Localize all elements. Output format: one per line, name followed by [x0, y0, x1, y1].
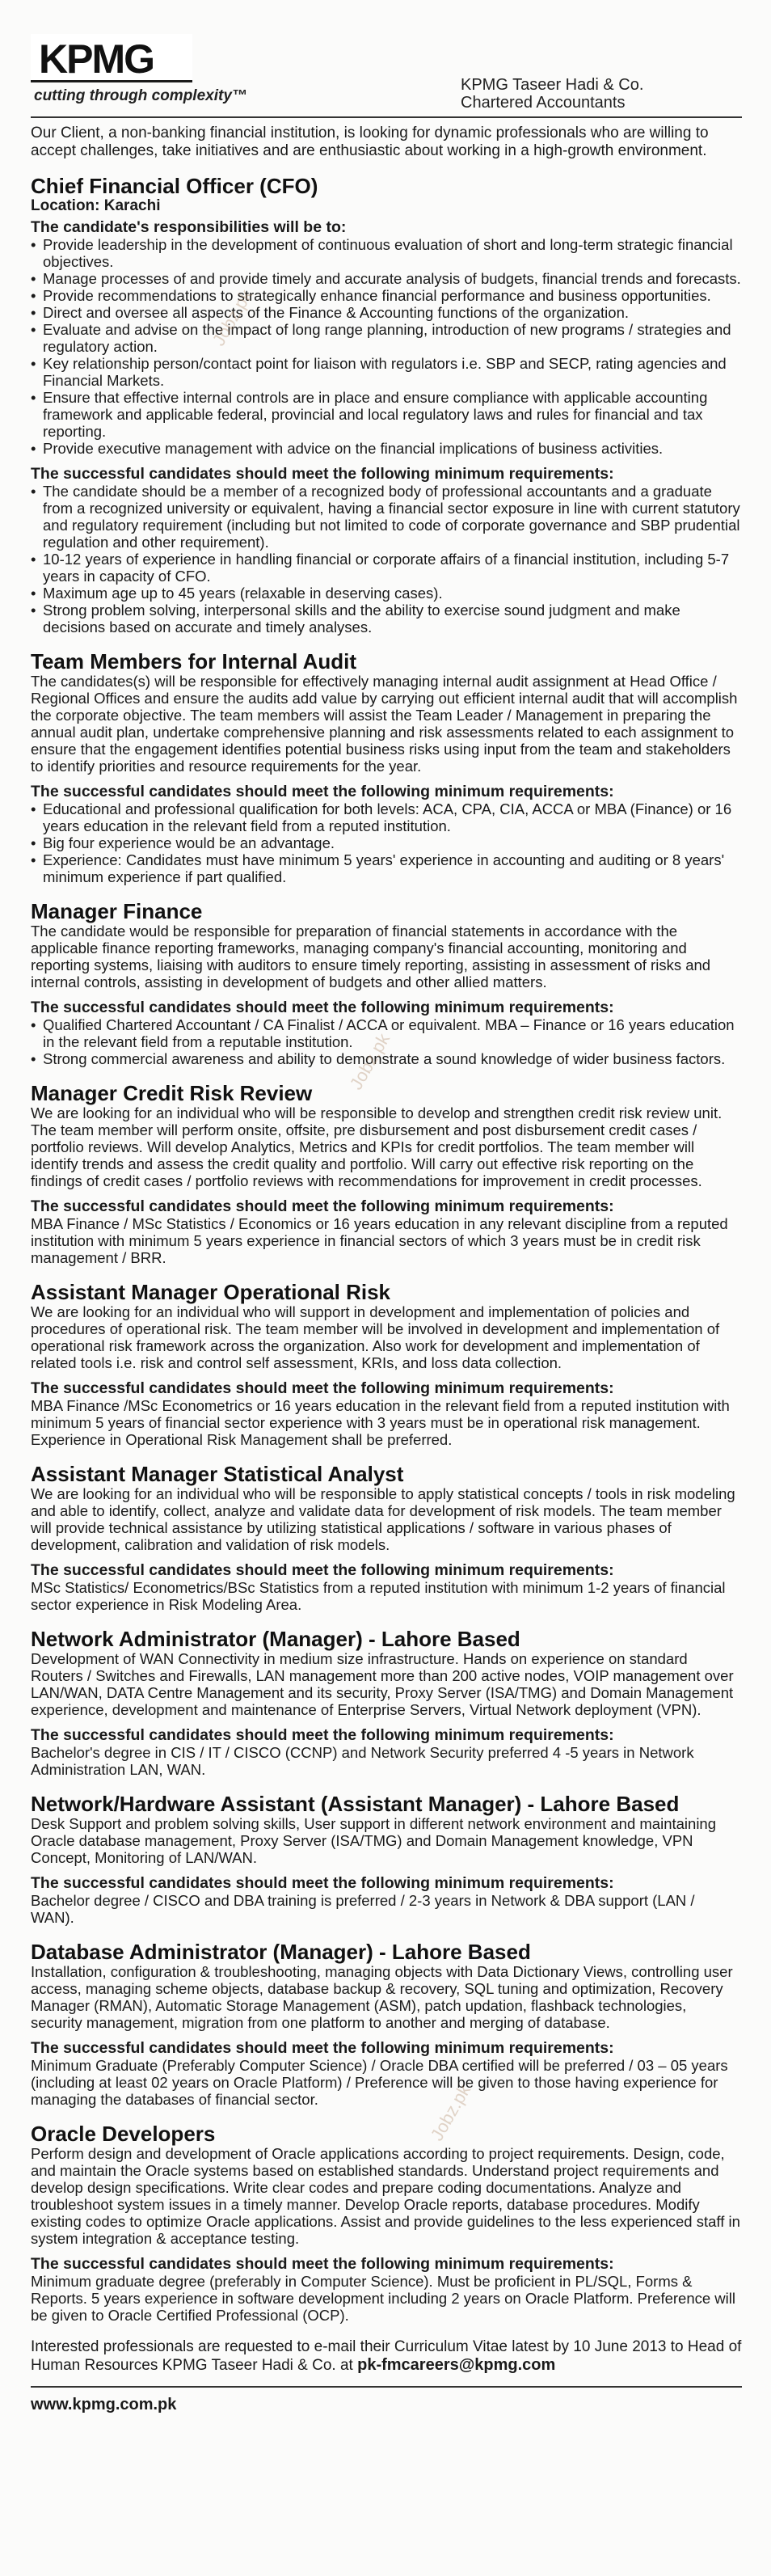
- job-location: Location: Karachi: [31, 197, 161, 214]
- job-description: We are looking for an individual who will support in development and implementation of policies and procedures of operational risk. The team member will be involved in development and implementation of operational risk framework across the organization. Also work for development and implementation of related tools i.e. risk and control self assessment, KRIs, and loss data collection.: [31, 1303, 720, 1371]
- firm-line-1: KPMG Taseer Hadi & Co.: [461, 76, 644, 94]
- application-instructions: [31, 2338, 742, 2375]
- job-section: [31, 1628, 742, 1778]
- requirements-text: Minimum graduate degree (preferably in Computer Science). Must be proficient in PL/SQL, Forms & Reports. 5 years experience in software development including 2 years on Oracle Platform. Preference will be given to Oracle Certified Professional (OCP).: [31, 2273, 735, 2324]
- job-section: [31, 900, 742, 1067]
- requirement-item: • Educational and professional qualification for both levels: ACA, CPA, CIA, ACCA or MBA (Finance) or 16 years education in the relevant field from a reputed institution.: [31, 800, 742, 834]
- responsibility-item: • Ensure that effective internal controls are in place and ensure compliance with applicable accounting framework and applicable federal, provincial and local regulatory laws and rules for financial and tax reporting.: [31, 389, 742, 440]
- logo-text: KPMG: [39, 36, 154, 82]
- requirements-heading: The successful candidates should meet the following minimum requirements:: [31, 1874, 614, 1892]
- job-title: Assistant Manager Operational Risk: [31, 1280, 391, 1304]
- requirement-item: • Big four experience would be an advantage.: [31, 834, 742, 851]
- responsibilities-heading: The candidate's responsibilities will be to:: [31, 218, 347, 236]
- responsibility-item: • Direct and oversee all aspects of the Finance & Accounting functions of the organization.: [31, 304, 742, 321]
- firm-name: [461, 76, 735, 112]
- requirements-block: [31, 999, 742, 1067]
- requirements-list: [31, 800, 742, 885]
- requirements-block: [31, 465, 742, 636]
- header: [31, 19, 742, 116]
- requirements-list: [31, 1016, 742, 1067]
- firm-line-2: Chartered Accountants: [461, 94, 626, 112]
- requirement-item: • The candidate should be a member of a recognized body of professional accountants and a graduate from a recognized university or equivalent, having a financial sector exposure in line with current statutory and regulatory requirement (including but not limited to code of corporate governance and SBP prudential regulation and other requirement).: [31, 483, 742, 551]
- watermark: Jobz.pk: [426, 2080, 475, 2144]
- kpmg-logo: [31, 34, 192, 82]
- requirement-item: • Experience: Candidates must have minimum 5 years' experience in accounting and auditing or 8 years' minimum experience if part qualified.: [31, 851, 742, 885]
- job-description: We are looking for an individual who will be responsible to develop and strengthen credit risk review unit. The team member will perform onsite, offsite, pre disbursement and post disbursement credit cases / portfolio reviews. Will develop Analytics, Metrics and KPIs for credit portfolios. The team member will identify trends and assess the credit quality and portfolio. Will carry out effective risk reporting on the findings of credit cases / portfolio reviews with recommendations for improvement in credit processes.: [31, 1104, 723, 1189]
- tagline: cutting through complexity™: [34, 87, 247, 104]
- job-section: [31, 650, 742, 885]
- job-section: [31, 2122, 742, 2324]
- requirements-heading: The successful candidates should meet the following minimum requirements:: [31, 1561, 614, 1579]
- job-title: Chief Financial Officer (CFO): [31, 174, 318, 198]
- responsibility-item: • Manage processes of and provide timely and accurate analysis of budgets, financial trends and forecasts.: [31, 270, 742, 287]
- requirements-block: [31, 1561, 742, 1613]
- job-description: We are looking for an individual who will be responsible to apply statistical concepts / tools in risk modeling and able to identify, collect, analyze and validate data for development of risk models. The team member will provide technical assistance by utilizing statistical applications / software in various phases of development, calibration and validation of risk models.: [31, 1485, 735, 1553]
- requirements-block: [31, 783, 742, 885]
- job-title: Database Administrator (Manager) - Lahore Based: [31, 1940, 531, 1964]
- job-section: [31, 1082, 742, 1266]
- application-text: Interested professionals are requested to e-mail their Curriculum Vitae latest by 10 June 2013 to Head of Human Resources KPMG Taseer Hadi & Co. at: [31, 2338, 742, 2374]
- requirements-text: Bachelor degree / CISCO and DBA training is preferred / 2-3 years in Network & DBA support (LAN / WAN).: [31, 1892, 695, 1926]
- requirement-item: • Maximum age up to 45 years (relaxable in deserving cases).: [31, 585, 742, 602]
- requirements-block: [31, 2255, 742, 2324]
- responsibility-item: • Evaluate and advise on the impact of long range planning, introduction of new programs / strategies and regulatory action.: [31, 321, 742, 355]
- requirements-block: [31, 2039, 742, 2108]
- job-description: Perform design and development of Oracle applications according to project requirements. Design, code, and maintain the Oracle systems based on established standards. Understand project requirements and develop design specifications. Write clear codes and prepare coding documentations. Analyze and troubleshoot system issues in a timely manner. Develop Oracle reports, database procedures. Modify existing codes to optimize Oracle applications. Assist and provide guidelines to the less experienced staff in system integration & acceptance testing.: [31, 2145, 740, 2247]
- requirement-item: • Strong problem solving, interpersonal skills and the ability to exercise sound judgment and make decisions based on accurate and timely analyses.: [31, 602, 742, 636]
- requirements-heading: The successful candidates should meet the following minimum requirements:: [31, 999, 614, 1016]
- job-section: [31, 175, 742, 636]
- requirements-block: [31, 1379, 742, 1448]
- requirements-text: Minimum Graduate (Preferably Computer Science) / Oracle DBA certified will be preferred / 03 – 05 years (including at least 02 years on Oracle Platform) / Preference will be given to those having experience for managing the databases of financial sector.: [31, 2057, 728, 2108]
- job-section: [31, 1793, 742, 1926]
- email-link[interactable]: pk-fmcareers@kpmg.com: [357, 2356, 556, 2374]
- responsibility-item: • Provide recommendations to strategically enhance financial performance and business opportunities.: [31, 287, 742, 304]
- requirements-text: MBA Finance /MSc Econometrics or 16 years education in the relevant field from a reputed institution with minimum 5 years of financial sector experience with 3 years must be in operational risk management. Experience in Operational Risk Management shall be preferred.: [31, 1397, 730, 1448]
- requirements-heading: The successful candidates should meet the following minimum requirements:: [31, 465, 614, 483]
- job-title: Network Administrator (Manager) - Lahore Based: [31, 1627, 520, 1651]
- requirements-heading: The successful candidates should meet the following minimum requirements:: [31, 2039, 614, 2057]
- requirement-item: • Strong commercial awareness and ability to demonstrate a sound knowledge of wider business factors.: [31, 1050, 742, 1067]
- job-title: Oracle Developers: [31, 2122, 216, 2146]
- job-description: Desk Support and problem solving skills, User support in different network environment and maintaining Oracle database management, Proxy Server (ISA/TMG) and Domain Management knowledge, VPN Concept, Monitoring of LAN/WAN.: [31, 1815, 717, 1866]
- job-title: Manager Credit Risk Review: [31, 1081, 313, 1105]
- watermark: Jobz.pk: [208, 285, 257, 349]
- requirement-item: • Qualified Chartered Accountant / CA Finalist / ACCA or equivalent. MBA – Finance or 16 years education in the relevant field from a reputable institution.: [31, 1016, 742, 1050]
- responsibility-item: • Provide leadership in the development of continuous evaluation of short and long-term strategic financial objectives.: [31, 236, 742, 270]
- requirements-text: MBA Finance / MSc Statistics / Economics or 16 years education in any relevant discipline from a reputed institution with minimum 5 years experience in financial sectors of which 3 years must be in credit risk management / BRR.: [31, 1215, 728, 1266]
- intro-paragraph: Our Client, a non-banking financial institution, is looking for dynamic professionals who are willing to accept challenges, take initiatives and are enthusiastic about working in a high-growth environment.: [31, 125, 709, 159]
- header-divider: [31, 116, 742, 118]
- requirements-block: [31, 1874, 742, 1926]
- job-title: Network/Hardware Assistant (Assistant Manager) - Lahore Based: [31, 1792, 680, 1816]
- watermark: Jobz.pk: [345, 1029, 394, 1093]
- requirements-list: [31, 483, 742, 636]
- job-sections: [31, 175, 742, 2324]
- job-description: Installation, configuration & troubleshooting, managing objects with Data Dictionary Views, controlling user access, managing scheme objects, database backup & recovery, SQL tuning and optimization, Recovery Manager (RMAN), Automatic Storage Management (ASM), patch updation, flashback technologies, security management, migration from one platform to another and merging of database.: [31, 1963, 733, 2031]
- requirements-block: [31, 1197, 742, 1266]
- requirements-block: [31, 1726, 742, 1778]
- responsibility-item: • Key relationship person/contact point for liaison with regulators i.e. SBP and SECP, rating agencies and Financial Markets.: [31, 355, 742, 389]
- job-section: [31, 1281, 742, 1448]
- job-description: The candidate would be responsible for preparation of financial statements in accordance with the applicable finance reporting frameworks, managing company's financial accounting, monitoring and reporting systems, liaising with auditors to ensure timely reporting, assisting in assessment of risks and internal controls, assisting in development of budgets and other allied matters.: [31, 923, 711, 990]
- job-section: [31, 1463, 742, 1613]
- footer-divider: [31, 2386, 742, 2388]
- requirements-heading: The successful candidates should meet the following minimum requirements:: [31, 783, 614, 800]
- requirements-text: MSc Statistics/ Econometrics/BSc Statistics from a reputed institution with minimum 1-2 years of financial sector experience in Risk Modeling Area.: [31, 1579, 726, 1613]
- requirement-item: • 10-12 years of experience in handling financial or corporate affairs of a financial institution, including 5-7 years in capacity of CFO.: [31, 551, 742, 585]
- requirements-heading: The successful candidates should meet the following minimum requirements:: [31, 1726, 614, 1744]
- responsibilities-list: [31, 236, 742, 457]
- requirements-text: Bachelor's degree in CIS / IT / CISCO (CCNP) and Network Security preferred 4 -5 years in Network Administration LAN, WAN.: [31, 1744, 694, 1778]
- job-title: Team Members for Internal Audit: [31, 649, 357, 674]
- job-description: Development of WAN Connectivity in medium size infrastructure. Hands on experience on standard Routers / Switches and Firewalls, LAN management more than 200 active nodes, VOIP management over LAN/WAN, DATA Centre Management and its security, Proxy Server (ISA/TMG) and Domain Management experience, development and maintenance of Enterprise Servers, Virtual Network deployment (VPN).: [31, 1650, 734, 1718]
- job-description: The candidates(s) will be responsible for effectively managing internal audit assignment at Head Office / Regional Offices and ensure the audits add value by carrying out efficient internal audit that will accomplish the corporate objective. The team members will assist the Team Leader / Management in preparing the annual audit plan, undertake comprehensive planning and risk assessments related to each assignment to ensure that the engagement identifies potential business risks using input from the team and stakeholders to identify priorities and resource requirements for the year.: [31, 673, 738, 775]
- website-link[interactable]: www.kpmg.com.pk: [31, 2396, 177, 2413]
- job-title: Manager Finance: [31, 899, 203, 923]
- job-title: Assistant Manager Statistical Analyst: [31, 1462, 404, 1486]
- job-section: [31, 1940, 742, 2108]
- requirements-heading: The successful candidates should meet the following minimum requirements:: [31, 1197, 614, 1215]
- requirements-heading: The successful candidates should meet the following minimum requirements:: [31, 1379, 614, 1397]
- requirements-heading: The successful candidates should meet the following minimum requirements:: [31, 2255, 614, 2273]
- responsibility-item: • Provide executive management with advice on the financial implications of business activities.: [31, 440, 742, 457]
